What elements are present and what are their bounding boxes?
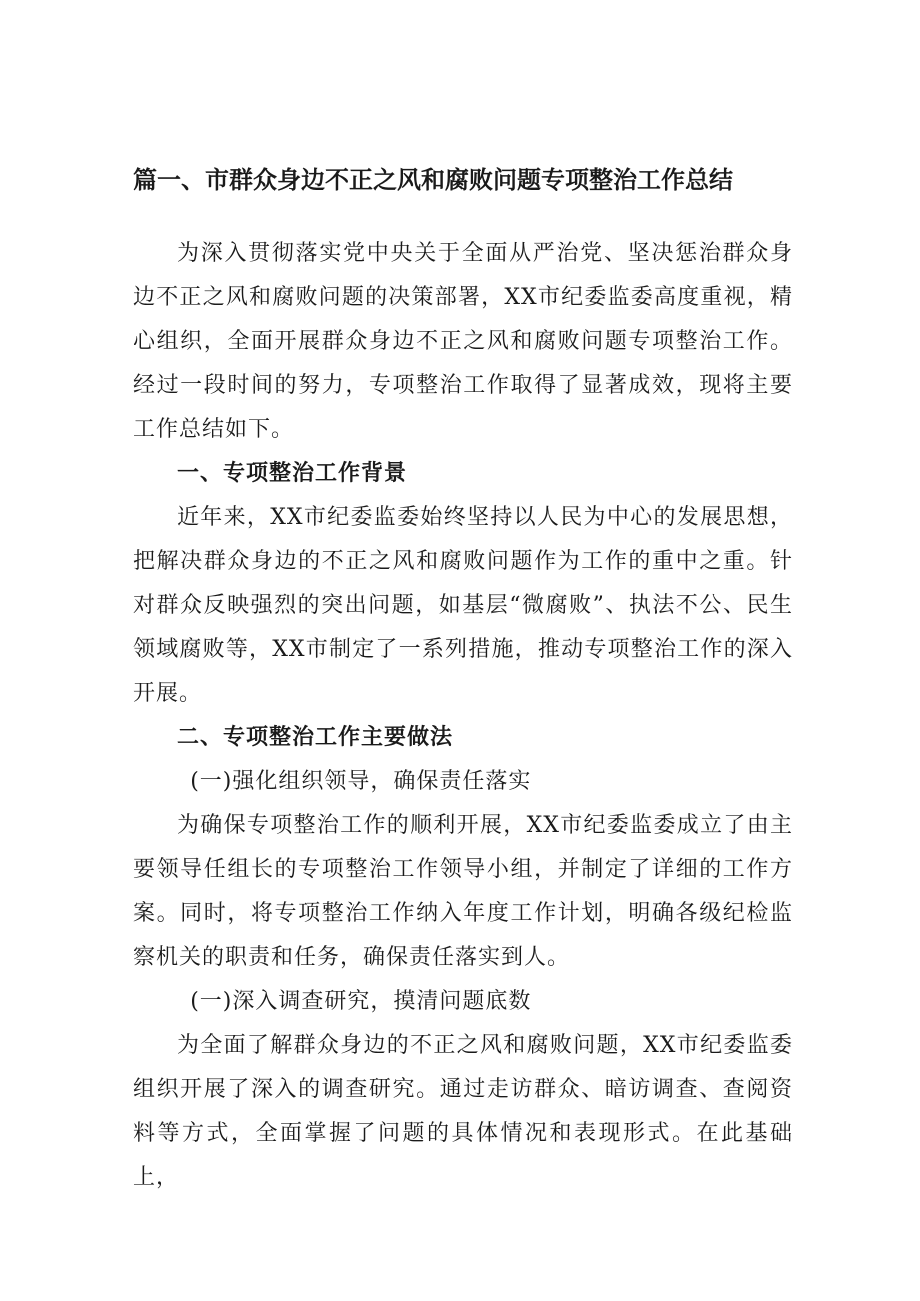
section1-heading: 一、专项整治工作背景	[177, 461, 408, 486]
intro-paragraph: 为深入贯彻落实党中央关于全面从严治党、坚决惩治群众身边不正之风和腐败问题的决策部署，XX市纪委监委高度重视，精心组织，全面开展群众身边不正之风和腐败问题专项整治工作。经过一段时间的努力，专项整治工作取得了显著成效，现将主要工作总结如下。	[133, 241, 793, 442]
subsection1-heading: (一)强化组织领导，确保责任落实	[190, 769, 532, 794]
section1-paragraph: 近年来，XX市纪委监委始终坚持以人民为中心的发展思想，把解决群众身边的不正之风和腐败问题作为工作的重中之重。针对群众反映强烈的突出问题，如基层“微腐败”、执法不公、民生领域腐败等，XX市制定了一系列措施，推动专项整治工作的深入开展。	[133, 505, 793, 706]
subsection2-paragraph: 为全面了解群众身边的不正之风和腐败问题，XX市纪委监委组织开展了深入的调查研究。通过走访群众、暗访调查、查阅资料等方式，全面掌握了问题的具体情况和表现形式。在此基础上，	[133, 1033, 793, 1190]
subsection2-heading: (一)深入调查研究，摸清问题底数	[190, 989, 532, 1014]
section2-heading: 二、专项整治工作主要做法	[177, 725, 454, 750]
document-body	[133, 232, 793, 1200]
document-title: 篇一、市群众身边不正之风和腐败问题专项整治工作总结	[133, 166, 733, 194]
subsection1-paragraph: 为确保专项整治工作的顺利开展，XX市纪委监委成立了由主要领导任组长的专项整治工作领导小组，并制定了详细的工作方案。同时，将专项整治工作纳入年度工作计划，明确各级纪检监察机关的职责和任务，确保责任落实到人。	[133, 813, 793, 970]
